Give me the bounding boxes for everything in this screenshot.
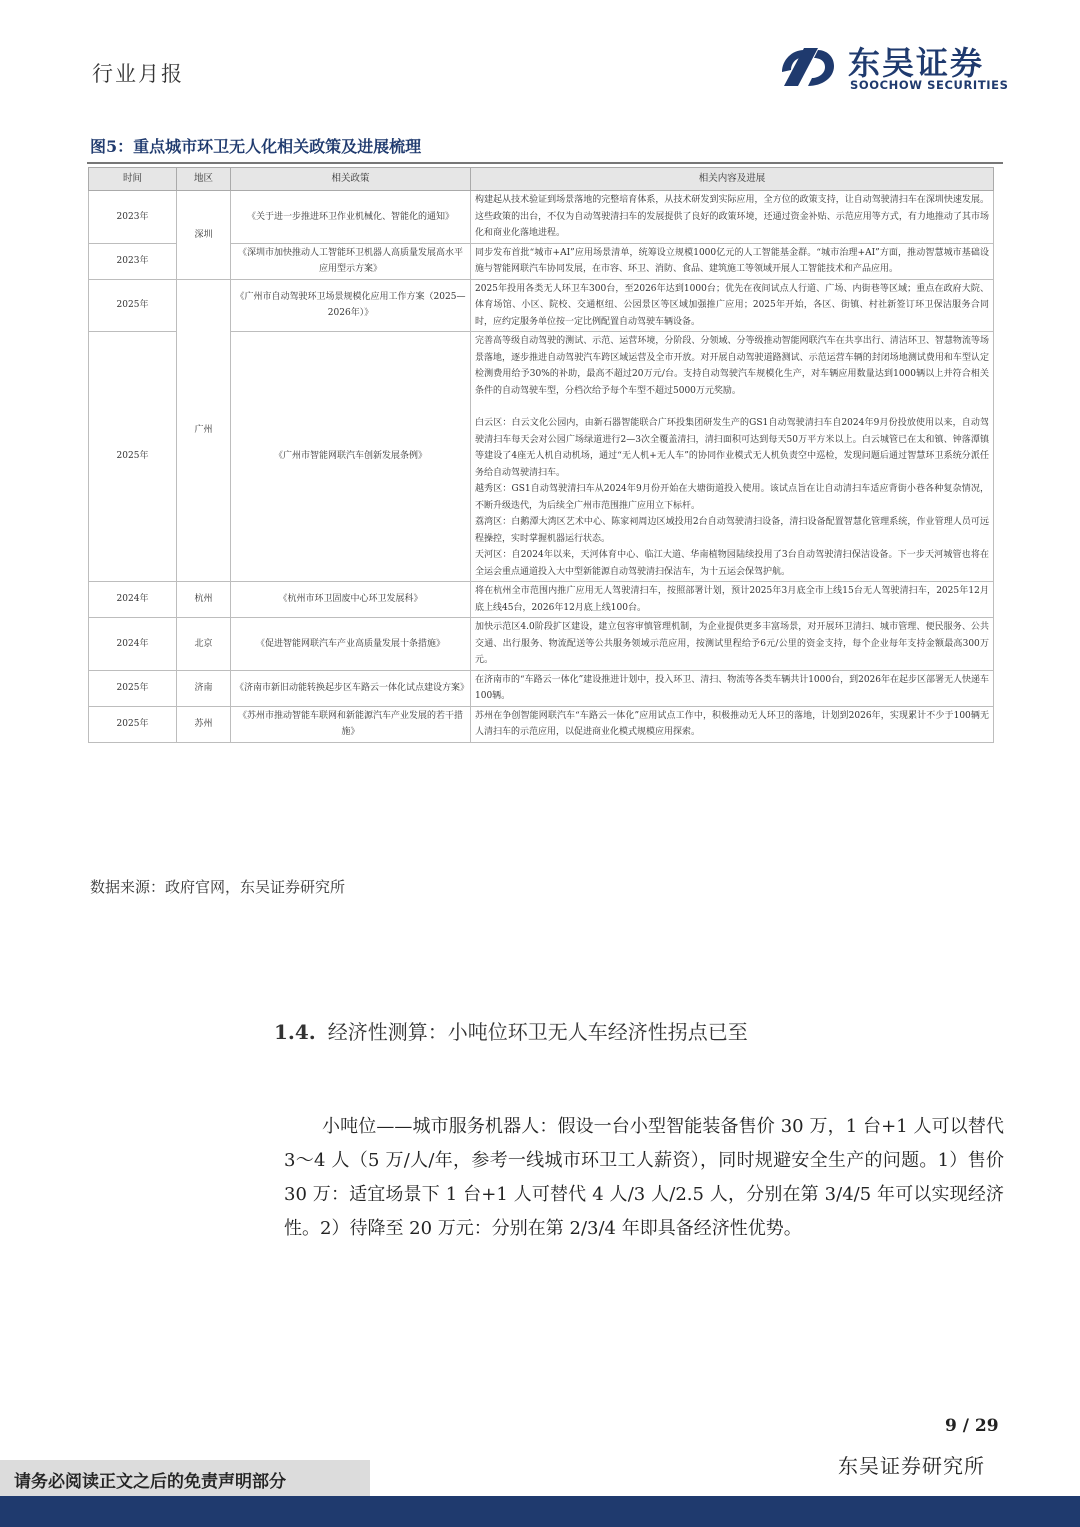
content-paragraph: 天河区：自2024年以来，天河体育中心、临江大道、华南植物园陆续投用了3台自动驾驶清扫保洁设备。下一步天河城管也将在全运会重点通道投入大中型新能源自动驾驶清扫保洁车，为十五运会保驾护航。 <box>475 550 989 577</box>
row-year: 2025年 <box>89 706 177 742</box>
row-content <box>471 670 994 706</box>
row-policy: 《关于进一步推进环卫作业机械化、智能化的通知》 <box>231 191 471 244</box>
row-policy: 《杭州市环卫固废中心环卫发展科》 <box>231 582 471 618</box>
footer-bar <box>0 1496 1080 1527</box>
table-row <box>89 706 994 742</box>
figure-divider <box>87 162 1003 164</box>
row-year: 2025年 <box>89 670 177 706</box>
table-row <box>89 670 994 706</box>
body-paragraph: 小吨位——城市服务机器人：假设一台小型智能装备售价 30 万，1 台+1 人可以替代 3～4 人（5 万/人/年，参考一线城市环卫工人薪资），同时规避安全生产的问题。1）售价 30 万：适宜场景下 1 台+1 人可替代 4 人/3 人/2.5 人，分别在第 3/4/5 年可以实现经济性。2）待降至 20 万元：分别在第 2/3/4 年即具备经济性优势。 <box>284 1116 1004 1239</box>
row-region: 北京 <box>177 618 231 671</box>
company-logo <box>778 40 1008 96</box>
paragraph-gap <box>475 399 989 415</box>
section-number: 1.4. <box>274 1020 316 1044</box>
logo-chinese-text: 东吴证券 <box>848 44 985 82</box>
column-header-time: 时间 <box>89 168 177 191</box>
row-year: 2023年 <box>89 191 177 244</box>
figure-title: 图5：重点城市环卫无人化相关政策及进展梳理 <box>90 137 422 156</box>
row-region: 苏州 <box>177 706 231 742</box>
section-title-text: 经济性测算：小吨位环卫无人车经济性拐点已至 <box>327 1020 748 1044</box>
row-year: 2024年 <box>89 618 177 671</box>
row-content <box>471 279 994 332</box>
row-policy: 《广州市自动驾驶环卫场景规模化应用工作方案（2025—2026年）》 <box>231 279 471 332</box>
row-policy: 《广州市智能网联汽车创新发展条例》 <box>231 332 471 582</box>
content-paragraph: 2025年投用各类无人环卫车300台，至2026年达到1000台；优先在夜间试点人行道、广场、内街巷等区域；重点在政府大院、体育场馆、小区、院校、交通枢纽、公园景区等区域加强推广应用；2025年开始，各区、街镇、村社新签订环卫保洁服务合同时，应约定服务单位按一定比例配置自动驾驶车辆设备。 <box>475 283 989 327</box>
column-header-policy: 相关政策 <box>231 168 471 191</box>
page-number: 9 / 29 <box>945 1416 999 1436</box>
row-year: 2023年 <box>89 243 177 279</box>
content-paragraph: 白云区：白云文化公园内，由新石器智能联合广环投集团研发生产的GS1自动驾驶清扫车自2024年9月份投放使用以来，自动驾驶清扫车每天会对公园广场绿道进行2—3次全覆盖清扫，清扫面积可达到每天50万平方米以上。白云城管已在太和镇、钟落潭镇等建设了4座无人机自动机场，通过“无人机+无人车”的协同作业模式无人机负责空中巡检，发现问题后通过智慧环卫系统分派任务给自动驾驶清扫车。 <box>475 418 989 478</box>
data-source: 数据来源：政府官网，东吴证券研究所 <box>90 878 346 896</box>
row-content <box>471 191 994 244</box>
row-year: 2025年 <box>89 332 177 582</box>
report-type: 行业月报 <box>92 62 184 86</box>
column-header-content: 相关内容及进展 <box>471 168 994 191</box>
row-content <box>471 332 994 582</box>
content-paragraph: 构建起从技术验证到场景落地的完整培育体系，从技术研发到实际应用，全方位的政策支持，让自动驾驶清扫车在深圳快速发展。这些政策的出台，不仅为自动驾驶清扫车的发展提供了良好的政策环境，还通过资金补贴、示范应用等方式，有力地推动了其市场化和商业化落地进程。 <box>475 195 989 238</box>
row-region-guangzhou: 广州 <box>177 279 231 582</box>
policy-table <box>88 167 994 743</box>
table-row <box>89 279 994 332</box>
row-content <box>471 618 994 671</box>
row-content <box>471 706 994 742</box>
content-paragraph: 越秀区：GS1自动驾驶清扫车从2024年9月份开始在大塘街道投入使用。该试点旨在让自动清扫车适应背街小巷各种复杂情况，不断升级迭代，为后续全广州市范围推广应用立下标杆。 <box>475 484 989 511</box>
row-region: 济南 <box>177 670 231 706</box>
content-paragraph: 加快示范区4.0阶段扩区建设，建立包容审慎管理机制，为企业提供更多丰富场景，对开展环卫清扫、城市管理、便民服务、公共交通、出行服务、物流配送等公共服务领域示范应用，按测试里程给予6元/公里的资金支持，每个企业每年支持金额最高300万元。 <box>475 622 989 665</box>
content-paragraph: 苏州在争创智能网联汽车“车路云一体化”应用试点工作中，积极推动无人环卫的落地，计划到2026年，实现累计不少于100辆无人清扫车的示范应用，以促进商业化模式规模应用探索。 <box>475 710 989 737</box>
disclaimer-banner <box>0 1460 370 1496</box>
row-policy: 《苏州市推动智能车联网和新能源汽车产业发展的若干措施》 <box>231 706 471 742</box>
section-heading <box>274 1016 748 1045</box>
row-policy: 《济南市新旧动能转换起步区车路云一体化试点建设方案》 <box>231 670 471 706</box>
table-header-row <box>89 168 994 191</box>
disclaimer-text: 请务必阅读正文之后的免责声明部分 <box>14 1472 286 1492</box>
content-paragraph: 荔湾区：白鹅潭大湾区艺术中心、陈家祠周边区域投用2台自动驾驶清扫设备，清扫设备配置智慧化管理系统，作业管理人员可远程操控，实时掌握机器运行状态。 <box>475 517 989 544</box>
content-paragraph: 将在杭州全市范围内推广应用无人驾驶清扫车，按照部署计划，预计2025年3月底全市上线15台无人驾驶清扫车，2025年12月底上线45台，2026年12月底上线100台。 <box>475 586 989 613</box>
row-policy: 《促进智能网联汽车产业高质量发展十条措施》 <box>231 618 471 671</box>
row-content <box>471 582 994 618</box>
row-region-shenzhen: 深圳 <box>177 191 231 280</box>
content-paragraph: 在济南市的“车路云一体化”建设推进计划中，投入环卫、清扫、物流等各类车辆共计1000台，到2026年在起步区部署无人快递车100辆。 <box>475 674 990 701</box>
content-paragraph: 同步发布首批“城市+AI”应用场景清单，统筹设立规模1000亿元的人工智能基金群。“城市治理+AI”方面，推动智慧城市基础设施与智能网联汽车协同发展，在市容、环卫、消防、食品、建筑施工等领域开展人工智能技术和产品应用。 <box>475 247 989 274</box>
soochow-logo-icon <box>778 42 838 92</box>
row-year: 2024年 <box>89 582 177 618</box>
table-row <box>89 582 994 618</box>
content-paragraph: 完善高等级自动驾驶的测试、示范、运营环境，分阶段、分领域、分等级推动智能网联汽车在共享出行、清洁环卫、智慧物流等场景落地，逐步推进自动驾驶汽车跨区域运营及全市开放。对开展自动驾驶道路测试、示范运营车辆的封闭场地测试费用和车型认定检测费用给予30%的补助，最高不超过20万元/台。支持自动驾驶汽车规模化生产，对车辆应用数量达到1000辆以上并符合相关条件的自动驾驶车型，分档次给予每个车型不超过5000万元奖励。 <box>475 336 989 396</box>
table-row <box>89 618 994 671</box>
logo-english-text: SOOCHOW SECURITIES <box>850 78 1009 92</box>
row-policy: 《深圳市加快推动人工智能环卫机器人高质量发展高水平应用型示方案》 <box>231 243 471 279</box>
row-content <box>471 243 994 279</box>
footer-brand: 东吴证券研究所 <box>838 1454 985 1478</box>
row-year: 2025年 <box>89 279 177 332</box>
table-row <box>89 191 994 244</box>
row-region: 杭州 <box>177 582 231 618</box>
column-header-region: 地区 <box>177 168 231 191</box>
